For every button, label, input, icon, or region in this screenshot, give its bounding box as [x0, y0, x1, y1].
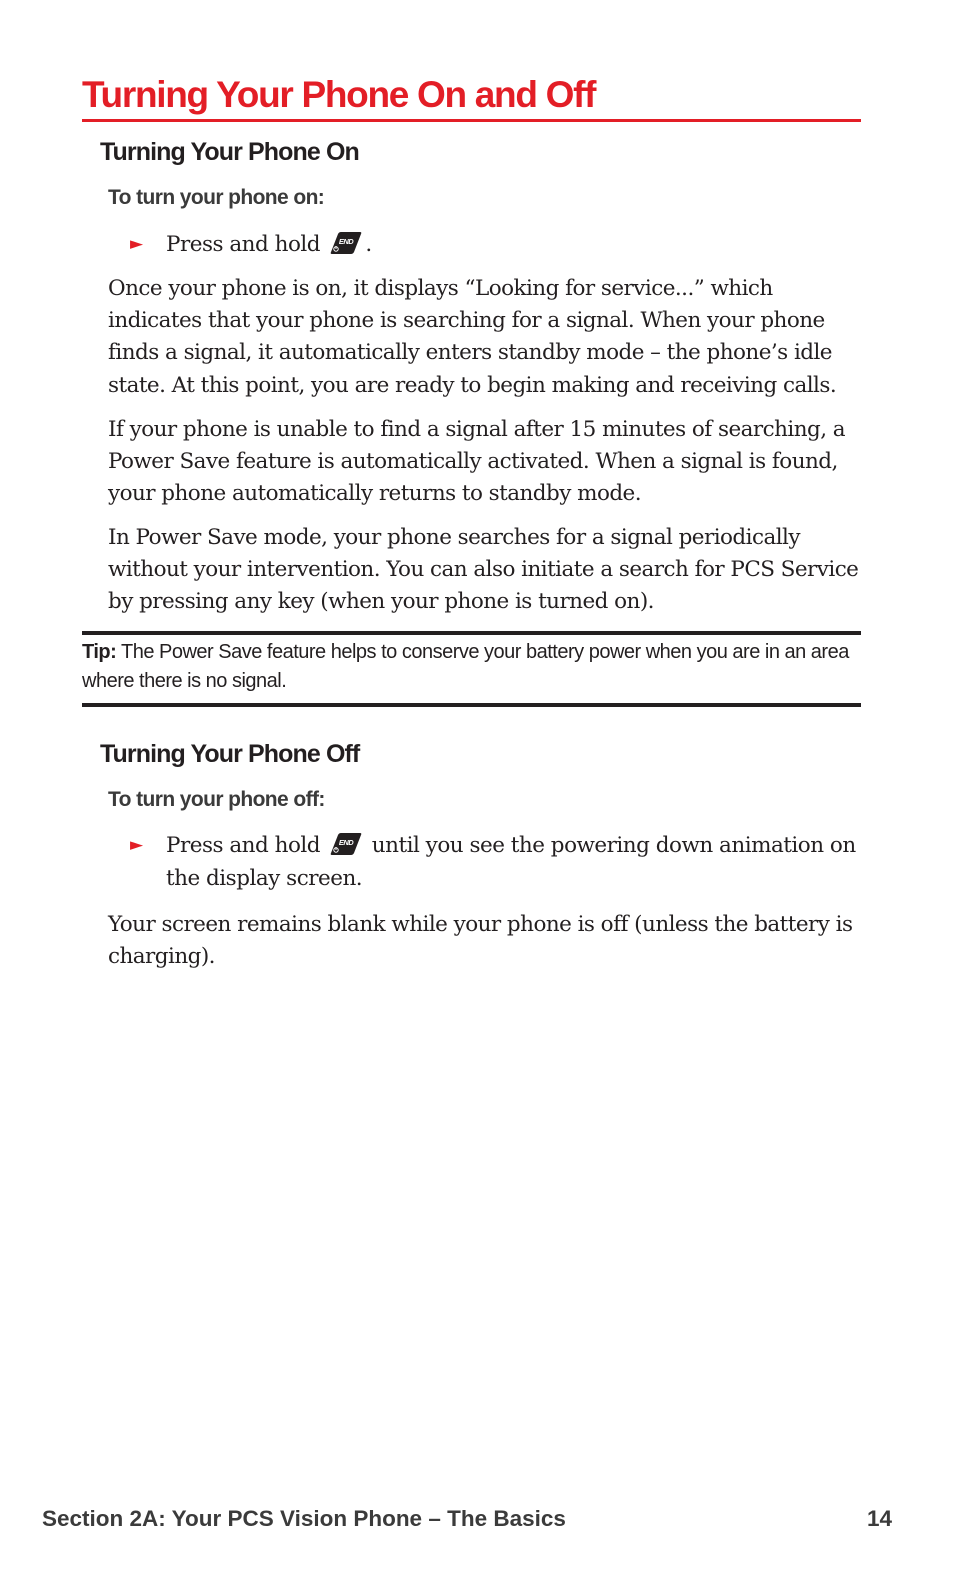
end-key-icon	[329, 230, 363, 256]
step-text-after: until you see the powering down animation on the display screen.	[166, 833, 856, 891]
bullet-arrow-icon: ►	[130, 835, 143, 855]
step-press-and-hold-on	[130, 228, 860, 261]
page-number: 14	[866, 1506, 892, 1531]
step-press-and-hold-off	[130, 829, 860, 895]
footer-section-title: Section 2A: Your PCS Vision Phone – The Basics	[42, 1506, 566, 1531]
procedure-label-off: To turn your phone off:	[108, 788, 325, 811]
tip-text: The Power Save feature helps to conserve your battery power when you are in an area where there is no signal.	[82, 641, 849, 692]
title-underline	[82, 119, 861, 122]
step-text-before: Press and hold	[166, 232, 321, 257]
page-title: Turning Your Phone On and Off	[82, 74, 596, 115]
end-key-icon	[329, 831, 363, 857]
paragraph-looking-for-service: Once your phone is on, it displays “Looking for service...” which indicates that your phone is searching for a signal. When your phone finds a signal, it automatically enters standby mode – the phone’s idle state. At this point, you are ready to begin making and receiving calls.	[108, 276, 837, 398]
section-heading-off: Turning Your Phone Off	[100, 740, 360, 768]
paragraph-power-save-mode: In Power Save mode, your phone searches for a signal periodically without your intervention. You can also initiate a search for PCS Service by pressing any key (when your phone is turned on).	[108, 525, 859, 615]
tip-top-rule	[82, 631, 861, 635]
paragraph-power-save-activation: If your phone is unable to find a signal after 15 minutes of searching, a Power Save feature is automatically activated. When a signal is found, your phone automatically returns to standby mode.	[108, 417, 846, 507]
step-text-before: Press and hold	[166, 833, 321, 858]
tip-bottom-rule	[82, 703, 861, 707]
bullet-arrow-icon: ►	[130, 234, 143, 254]
tip-label: Tip:	[82, 641, 117, 663]
procedure-label-on: To turn your phone on:	[108, 186, 325, 209]
svg-text:END: END	[339, 838, 354, 847]
step-text-after: .	[365, 232, 372, 257]
section-heading-on: Turning Your Phone On	[100, 138, 359, 166]
tip-note	[82, 638, 872, 696]
svg-text:END: END	[339, 237, 354, 246]
paragraph-screen-blank: Your screen remains blank while your phone is off (unless the battery is charging).	[108, 912, 853, 970]
